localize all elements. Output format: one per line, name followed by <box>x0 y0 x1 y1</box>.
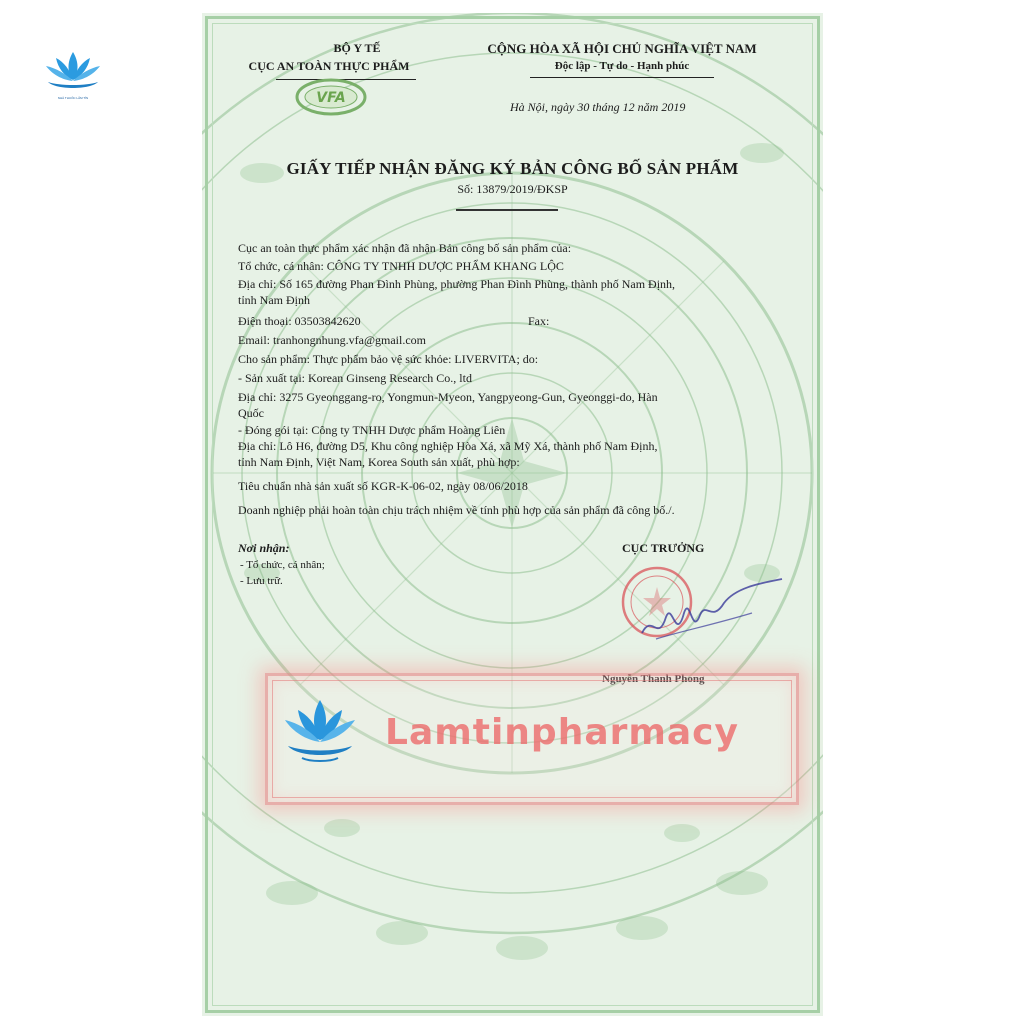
vfa-emblem-icon <box>292 75 370 119</box>
body-line-product: Cho sản phẩm: Thực phẩm bảo vệ sức khỏe: LIVERVITA; do: <box>238 352 539 366</box>
body-line-standard: Tiêu chuẩn nhà sản xuất số KGR-K-06-02, ngày 08/06/2018 <box>238 479 528 493</box>
body-line-organization: Tổ chức, cá nhân: CÔNG TY TNHH DƯỢC PHẨM KHANG LỘC <box>238 259 564 273</box>
body-line-email: Email: tranhongnhung.vfa@gmail.com <box>238 333 427 347</box>
certificate-document <box>202 13 823 1016</box>
body-line-fax: Fax: <box>528 314 550 328</box>
signatory-title: CỤC TRƯỞNG <box>622 541 705 555</box>
document-title: GIẤY TIẾP NHẬN ĐĂNG KÝ BẢN CÔNG BỐ SẢN PHẨM <box>286 159 739 178</box>
body-line-address: Địa chỉ: Số 165 đường Phan Đình Phùng, phường Phan Đình Phùng, thành phố Nam Định, <box>238 277 676 291</box>
body-line-address-cont: tỉnh Nam Định <box>238 293 310 307</box>
recipient-item: - Lưu trữ. <box>240 575 283 587</box>
body-line-manufacturer-address: Địa chỉ: 3275 Gyeonggang-ro, Yongmun-Myeon, Yangpyeong-Gun, Gyeonggi-do, Hàn <box>238 390 658 404</box>
watermark-text: Lamtinpharmacy <box>385 712 739 753</box>
watermark-banner <box>265 673 799 805</box>
recipients-title: Nơi nhận: <box>238 541 290 555</box>
body-line-responsibility: Doanh nghiệp phải hoàn toàn chịu trách nhiệm về tính phù hợp của sản phẩm đã công bố./. <box>238 503 675 517</box>
national-motto: Độc lập - Tự do - Hạnh phúc <box>554 60 690 72</box>
document-number-underline <box>456 209 558 211</box>
body-line-phone: Điện thoại: 03503842620 <box>238 314 361 328</box>
republic-name: CỘNG HÒA XÃ HỘI CHỦ NGHĨA VIỆT NAM <box>487 41 757 56</box>
body-line-packer-address-cont: tỉnh Nam Định, Việt Nam, Korea South sản xuất, phù hợp: <box>238 455 520 469</box>
body-line-packer: - Đóng gói tại: Công ty TNHH Dược phẩm Hoàng Liên <box>238 423 506 437</box>
body-line-intro: Cục an toàn thực phẩm xác nhận đã nhận Bản công bố sản phẩm của: <box>238 241 572 255</box>
body-line-manufacturer-address-cont: Quốc <box>238 406 264 420</box>
header-right-underline <box>530 77 714 78</box>
ministry-name: BỘ Y TẾ <box>333 41 381 55</box>
body-line-manufacturer: - Sản xuất tại: Korean Ginseng Research Co., ltd <box>238 371 472 385</box>
signer-name: Nguyễn Thanh Phong <box>602 673 705 685</box>
department-name: CỤC AN TOÀN THỰC PHẨM <box>248 59 410 73</box>
issue-date: Hà Nội, ngày 30 tháng 12 năm 2019 <box>510 100 686 114</box>
document-number: Số: 13879/2019/ĐKSP <box>457 182 568 196</box>
lotus-logo-icon <box>40 48 106 96</box>
corner-logo-caption: NHÀ THUỐC LÂM TÍN <box>57 96 89 100</box>
recipient-item: - Tổ chức, cá nhân; <box>240 559 325 571</box>
body-line-packer-address: Địa chỉ: Lô H6, đường D5, Khu công nghiệp Hòa Xá, xã Mỹ Xá, thành phố Nam Định, <box>238 439 658 453</box>
handwritten-signature-icon <box>632 573 792 653</box>
corner-brand-logo <box>40 48 106 104</box>
vfa-emblem-text: VFA <box>316 90 346 106</box>
lotus-logo-icon <box>280 696 360 768</box>
